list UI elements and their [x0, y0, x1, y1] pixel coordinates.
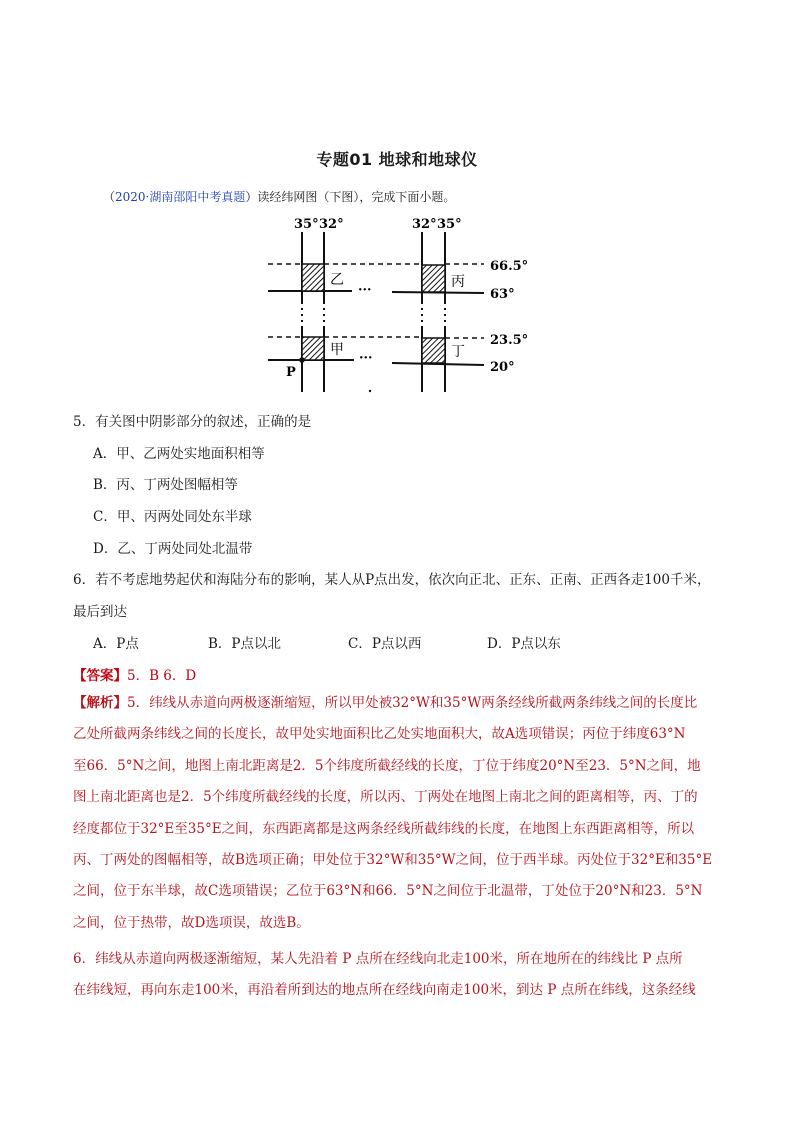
- ellipsis-20: ···: [359, 351, 373, 366]
- q5-option-b[interactable]: B．丙、丁两处图幅相等: [93, 477, 238, 493]
- cell-ding-hatch: [422, 338, 445, 363]
- label-lat-20: 20°: [490, 360, 515, 375]
- analysis-q6-line: 在纬线短，再向东走100米，再沿着所到达的地点所在经线向南走100米，到达 P 点所在纬线，这条经线: [73, 982, 696, 999]
- cell-bing-label: 丙: [451, 274, 465, 290]
- question-6-stem-line2: 最后到达: [73, 604, 127, 620]
- cell-jia-hatch: [302, 337, 324, 360]
- analysis-q5: [73, 688, 723, 939]
- analysis-line: 乙处所截两条纬线之间的长度长，故甲处实地面积比乙处实地面积大，故A选项错误；丙位于纬度63°N: [73, 726, 686, 743]
- analysis-line: 之间，位于东半球，故C选项错误；乙位于63°N和66．5°N之间位于北温带，丁处位于20°N和23．5°N: [73, 883, 703, 900]
- source-open: （: [103, 190, 116, 204]
- label-lat-66-5: 66.5°: [490, 259, 529, 274]
- analysis-q6: [73, 944, 723, 1007]
- cell-ding-label: 丁: [451, 344, 465, 360]
- label-lat-23-5: 23.5°: [490, 333, 529, 348]
- question-6-stem-line1: 6．若不考虑地势起伏和海陆分布的影响，某人从P点出发，依次向正北、正东、正南、正西各走100千米，: [73, 572, 711, 588]
- cell-jia-label: 甲: [330, 342, 344, 358]
- q6-option-a[interactable]: A．P点: [93, 636, 139, 652]
- point-p-marker: [299, 357, 305, 363]
- analysis-line: 至66．5°N之间，地图上南北距离是2．5个纬度所截经线的长度，丁位于纬度20°N至23．5°N之间，地: [73, 757, 701, 774]
- page-title: 专题01 地球和地球仪: [316, 150, 478, 169]
- label-lon-left-32: 32°: [319, 217, 344, 232]
- cell-yi-hatch: [302, 264, 324, 291]
- q5-option-c[interactable]: C．甲、丙两处同处东半球: [93, 509, 252, 525]
- q6-option-b[interactable]: B．P点以北: [208, 636, 282, 652]
- label-lon-right-35: 35°: [437, 217, 462, 232]
- source-instruction: ）读经纬网图（下图），完成下面小题。: [245, 190, 456, 204]
- analysis-line: 经度都位于32°E至35°E之间，东西距离都是这两条经线所截纬线的长度，在地图上东西距离相等，所以: [73, 820, 695, 837]
- label-lon-right-32: 32°: [412, 217, 437, 232]
- lat-long-grid-figure: [262, 214, 562, 394]
- ellipsis-63: ···: [358, 283, 372, 298]
- cell-yi-label: 乙: [330, 272, 344, 288]
- analysis-q6-line: 6．纬线从赤道向两极逐渐缩短，某人先沿着 P 点所在经线向北走100米，所在地所在的纬线比 P 点所: [73, 951, 683, 967]
- analysis-line: 【解析】5．纬线从赤道向两极逐渐缩短，所以甲处被32°W和35°W两条经线所截两条纬线之间的长度比: [73, 695, 698, 711]
- analysis-line: 图上南北距离也是2．5个纬度所截经线的长度，所以丙、丁两处在地图上南北之间的距离相等，丙、丁的: [73, 789, 698, 806]
- analysis-line: 之间，位于热带，故D选项误，故选B。: [73, 914, 310, 931]
- source-tag[interactable]: 2020·湖南邵阳中考真题: [115, 190, 246, 204]
- label-lon-left-35: 35°: [294, 217, 319, 232]
- q6-option-c[interactable]: C．P点以西: [348, 636, 422, 652]
- answer-text: 5．B 6．D: [127, 668, 197, 684]
- cell-bing-hatch: [422, 265, 445, 292]
- point-p-label: P: [286, 365, 296, 380]
- q5-option-a[interactable]: A．甲、乙两处实地面积相等: [93, 446, 265, 462]
- q5-option-d[interactable]: D．乙、丁两处同处北温带: [93, 541, 253, 557]
- analysis-line: 丙、丁两处的图幅相等，故B选项正确；甲处位于32°W和35°W之间，位于西半球。丙处位于32°E和35°E: [73, 852, 713, 869]
- answer-line: [73, 664, 196, 684]
- analysis-tag: 【解析】: [73, 695, 127, 711]
- question-source: [103, 188, 455, 205]
- question-5-stem: 5．有关图中阴影部分的叙述，正确的是: [73, 414, 312, 430]
- answer-tag: 【答案】: [73, 668, 127, 684]
- q6-option-d[interactable]: D．P点以东: [487, 636, 561, 652]
- label-lat-63: 63°: [490, 287, 515, 302]
